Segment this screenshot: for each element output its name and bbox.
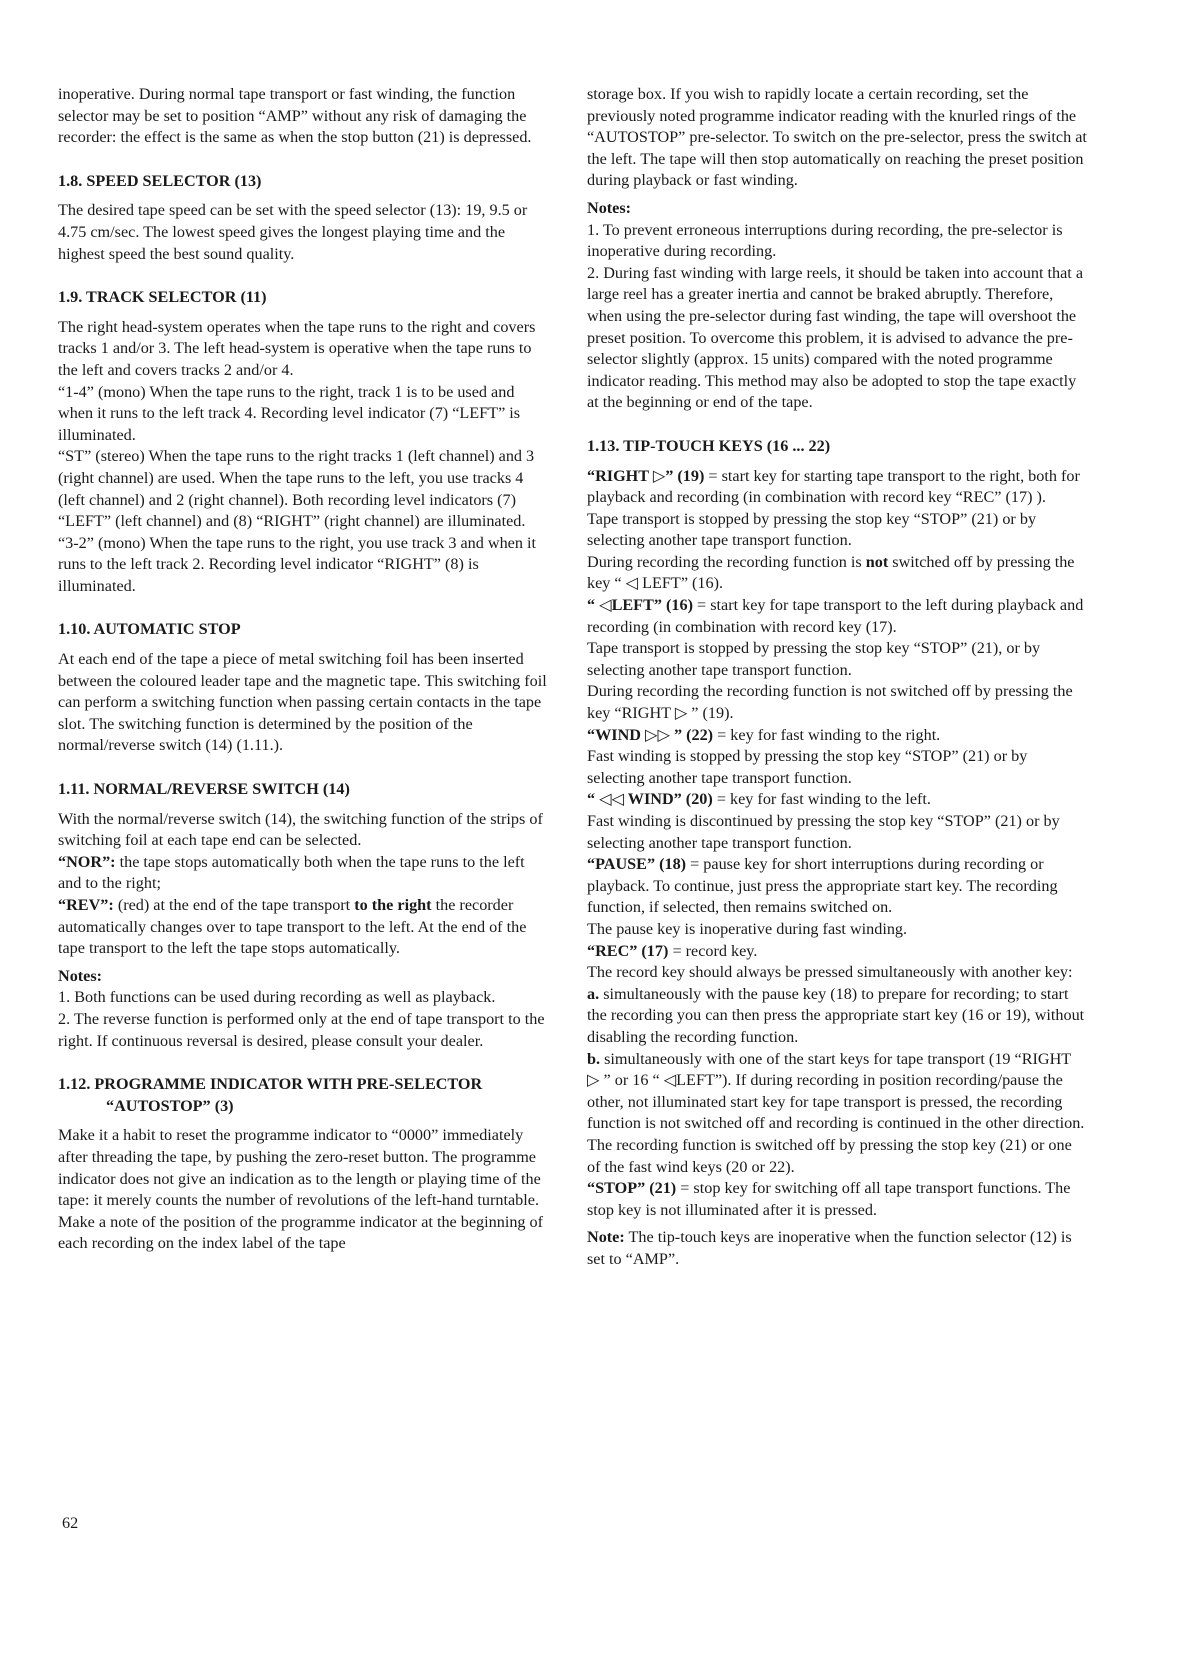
page-number: 62 <box>62 1514 79 1532</box>
nor-key: “NOR”: <box>58 852 116 871</box>
wind-right-text: = key for fast winding to the right. <box>713 725 941 744</box>
tip-touch-note-text: The tip-touch keys are inoperative when the function selector (12) is set to “AMP”. <box>587 1228 1072 1268</box>
pause-key-inoperative: The pause key is inoperative during fast winding. <box>587 919 908 938</box>
left-key-stop: Tape transport is stopped by pressing the stop key “STOP” (21), or by selecting another tape transport function. <box>587 639 1041 679</box>
rec-key-text: = record key. <box>668 941 758 960</box>
nor-text: the tape stops automatically both when the tape runs to the left and to the right; <box>58 852 525 893</box>
rec-option-a <box>587 984 1087 1049</box>
wind-left-entry <box>587 789 1087 811</box>
right-key-stop: Tape transport is stopped by pressing the stop key “STOP” (21) or by selecting another tape transport function. <box>587 509 1037 550</box>
rec-key-entry <box>587 941 1087 963</box>
rev-text-1: (red) at the end of the tape transport <box>113 896 355 914</box>
rev-text-2: the recorder automatically changes over to tape transport to the left. At the end of the tape transport to the left the tape stops automatically. <box>58 896 527 958</box>
left-key-label: “ ◁LEFT” (16) <box>587 596 693 615</box>
right-rec-text-2: switched off by pressing the key “ ◁ LEFT” (16). <box>587 552 1075 593</box>
section-1-10-body: At each end of the tape a piece of metal switching foil has been inserted between the coloured leader tape and the magnetic tape. This switching foil can perform a switching function when passing certain contacts in the tape slot. The switching function is determined by the position of the normal/reverse switch (14) (1.11.). <box>58 650 547 755</box>
wind-right-key: “WIND ▷▷ ” (22) <box>587 725 714 744</box>
section-1-12-heading: 1.12. PROGRAMME INDICATOR WITH PRE-SELECTOR “AUTOSTOP” (3) <box>58 1075 483 1115</box>
wind-right-entry <box>587 725 1087 747</box>
wind-left-key: “ ◁◁ WIND” (20) <box>587 790 713 809</box>
section-1-12-note-2: 2. During fast winding with large reels, it should be taken into account that a large reel has a greater inertia and cannot be braked abruptly. Therefore, when using the pre-selector during fast winding, the tape will overshoot the preset position. To overcome this problem, it is advised to advance the pre-selector slightly (approx. 15 units) compared with the noted programme indicator reading. This method may also be adopted to stop the tape exactly at the beginning or end of the tape. <box>587 263 1084 412</box>
section-1-9-heading: 1.9. TRACK SELECTOR (11) <box>58 288 267 307</box>
stop-key-text: = stop key for switching off all tape transport functions. The stop key is not illuminated after it is pressed. <box>587 1179 1071 1219</box>
stop-key-entry <box>587 1178 1087 1221</box>
section-1-9-body: The right head-system operates when the tape runs to the right and covers tracks 1 and/or 3. The left head-system is operative when the tape runs to the left and covers tracks 2 and/or 4. <box>58 317 536 379</box>
rec-option-b-text: simultaneously with one of the start keys for tape transport (19 “RIGHT ▷ ” or 16 “ ◁LEFT”). If during recording in position recording/pause the other, not illuminated start key for tape transport is pressed, the recording function is not switched off and recording is continued in the other direction. <box>587 1049 1085 1133</box>
rev-key: “REV”: <box>58 896 114 914</box>
left-key-text: = start key for tape transport to the left during playback and recording (in combination with record key (17). <box>587 596 1084 636</box>
rec-option-a-text: simultaneously with the pause key (18) to prepare for recording; to start the recording you can then press the appropriate start key (16 or 19), without disabling the recording function. <box>587 984 1085 1046</box>
right-key-label: “RIGHT ▷” (19) <box>587 466 705 485</box>
section-1-10-heading: 1.10. AUTOMATIC STOP <box>58 620 241 639</box>
tip-touch-note <box>587 1227 1087 1270</box>
tip-touch-note-label: Note: <box>587 1228 625 1247</box>
section-1-8-body: The desired tape speed can be set with the speed selector (13): 19, 9.5 or 4.75 cm/sec. The lowest speed gives the longest playing time and the highest speed the best sound quality. <box>58 201 528 263</box>
section-1-11-nor <box>58 852 548 895</box>
section-1-11-body: With the normal/reverse switch (14), the switching function of the strips of switching foil at each tape end can be selected. <box>58 809 543 850</box>
pause-key-text: = pause key for short interruptions during recording or playback. To continue, just press the appropriate start key. The recording function, if selected, then remains switched on. <box>587 855 1058 917</box>
rec-option-a-label: a. <box>587 984 600 1003</box>
wind-left-stop: Fast winding is discontinued by pressing the stop key “STOP” (21) or by selecting another tape transport function. <box>587 812 1060 852</box>
section-1-12-notes-label: Notes: <box>587 198 632 217</box>
left-key-entry <box>587 595 1087 638</box>
right-key-rec <box>587 552 1087 595</box>
section-1-9-mono-3-2: “3-2” (mono) When the tape runs to the right, you use track 3 and when it runs to the left track 2. Recording level indicator “RIGHT” (8) is illuminated. <box>58 533 536 595</box>
right-column <box>587 84 1087 1270</box>
section-1-8-heading: 1.8. SPEED SELECTOR (13) <box>58 171 262 190</box>
section-1-12-para-1: Make it a habit to reset the programme indicator to “0000” immediately after threading the tape, by pushing the zero-reset button. The programme indicator does not give an indication as to the length or playing time of the tape: it merely counts the number of revolutions of the left-hand turntable. <box>58 1126 541 1210</box>
section-1-11-heading: 1.11. NORMAL/REVERSE SWITCH (14) <box>58 780 350 799</box>
section-1-9-stereo: “ST” (stereo) When the tape runs to the right tracks 1 (left channel) and 3 (right channel) are used. When the tape runs to the left, you use tracks 4 (left channel) and 2 (right channel). Both recording level indicators (7) “LEFT” (left channel) and (8) “RIGHT” (right channel) are illuminated. <box>58 447 535 531</box>
left-column <box>58 84 548 1255</box>
right-rec-text-1: During recording the recording function is <box>587 552 866 571</box>
section-1-11-rev <box>58 895 548 960</box>
stop-key-label: “STOP” (21) <box>587 1179 677 1198</box>
pause-key-entry <box>587 854 1087 919</box>
intro-paragraph: inoperative. During normal tape transport or fast winding, the function selector may be set to position “AMP” without any risk of damaging the recorder: the effect is the same as when the stop button (21) is depressed. <box>58 85 532 147</box>
rec-option-b <box>587 1049 1087 1135</box>
section-1-11-note-1: 1. Both functions can be used during recording as well as playback. <box>58 988 496 1007</box>
rec-switched-off: The recording function is switched off by pressing the stop key (21) or one of the fast wind keys (20 or 22). <box>587 1135 1072 1176</box>
rev-bold: to the right <box>354 896 432 914</box>
pause-key-label: “PAUSE” (18) <box>587 855 687 874</box>
section-1-11-note-2: 2. The reverse function is performed only at the end of tape transport to the right. If continuous reversal is desired, please consult your dealer. <box>58 1009 545 1050</box>
right-key-text: = start key for starting tape transport to the right, both for playback and recording (in combination with record key “REC” (17) ). <box>587 466 1080 507</box>
section-1-12-para-2: Make a note of the position of the programme indicator at the beginning of each recording on the index label of the tape <box>58 1212 544 1253</box>
rec-key-always: The record key should always be pressed simultaneously with another key: <box>587 963 1073 982</box>
right-rec-not: not <box>865 552 889 571</box>
wind-right-stop: Fast winding is stopped by pressing the stop key “STOP” (21) or by selecting another tape transport function. <box>587 747 1028 787</box>
wind-left-text: = key for fast winding to the left. <box>712 790 931 809</box>
right-key-entry <box>587 466 1087 509</box>
rec-key-label: “REC” (17) <box>587 941 669 960</box>
section-1-13-heading: 1.13. TIP-TOUCH KEYS (16 ... 22) <box>587 436 831 455</box>
rec-option-b-label: b. <box>587 1049 601 1068</box>
left-key-rec: During recording the recording function is not switched off by pressing the key “RIGHT ▷ ” (19). <box>587 682 1073 723</box>
section-1-12-continued: storage box. If you wish to rapidly locate a certain recording, set the previously noted programme indicator reading with the knurled rings of the “AUTOSTOP” pre-selector. To switch on the pre-selector, press the switch at the left. The tape will then stop automatically on reaching the preset position during playback or fast winding. <box>587 85 1087 190</box>
section-1-12-note-1: 1. To prevent erroneous interruptions during recording, the pre-selector is inoperative during recording. <box>587 220 1063 261</box>
section-1-9-mono-1-4: “1-4” (mono) When the tape runs to the right, track 1 is to be used and when it runs to the left track 4. Recording level indicator (7) “LEFT” is illuminated. <box>58 382 521 444</box>
section-1-11-notes-label: Notes: <box>58 966 103 985</box>
